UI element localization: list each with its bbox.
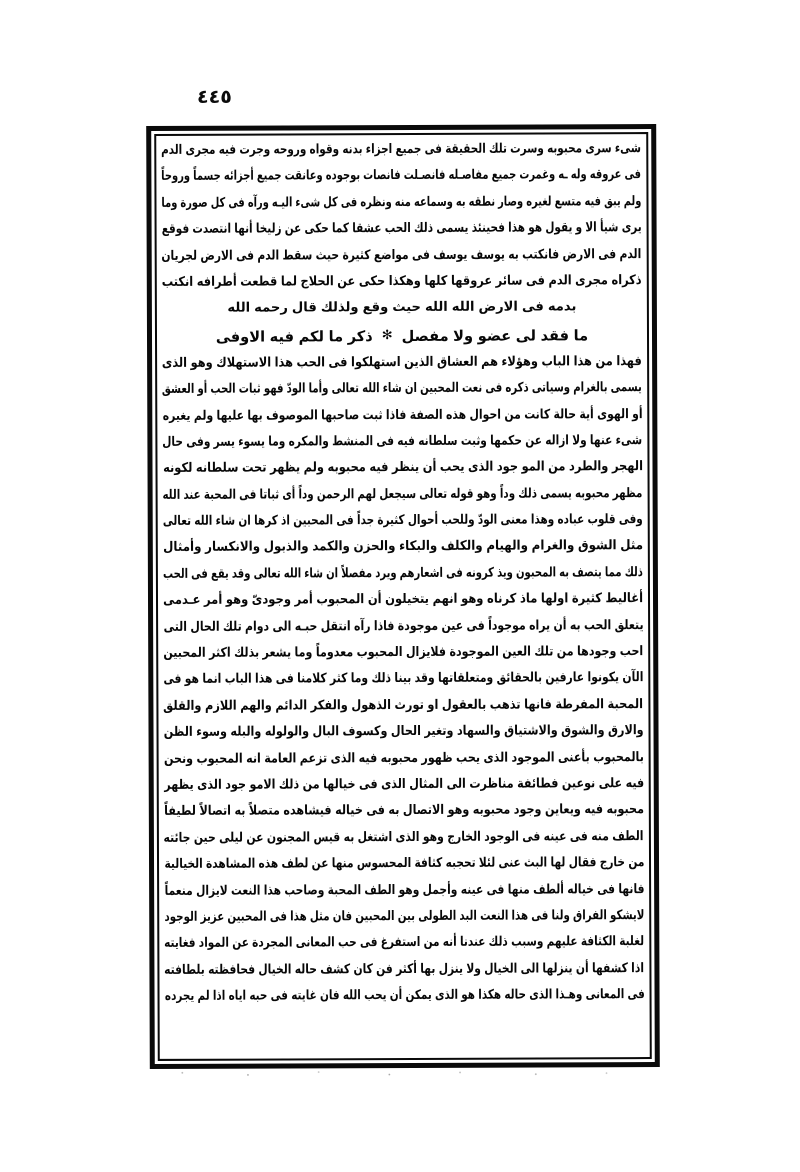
text-line: يسمى بالغرام وسياتى ذكره فى نعت المحبين ان شاء الله تعالى وأما الودّ فهو ثبات الحب أو العشق	[162, 380, 643, 398]
text-line: ذلك مما يتصف به المحبون ويذ كرونه فى اشعارهم ويرد مفصلاً ان شاء الله تعالى وقد يقع فى الحب	[162, 564, 643, 582]
folio-page-number: ٤٤٥	[197, 86, 232, 108]
text-line: شىء عنها ولا ازاله عن حكمها وثبت سلطانه فيه فى المنشط والمكره وما يسوء يسر وفى حال	[162, 432, 643, 450]
section-heading	[162, 321, 642, 351]
heading-separator-icon: ✻	[381, 327, 393, 343]
section-heading-left: ما فقد لى عضو ولا مفصل	[401, 327, 589, 345]
text-line: فهذا من هذا الباب وهؤلاء هم العشاق الذين استهلكوا فى الحب هذا الاستهلاك وهو الذى	[162, 353, 643, 371]
text-line: لغلبة الكثافة عليهم وسبب ذلك عندنا أنه من استفرغ فى حب المعانى المجردة عن المواد فغايته	[164, 934, 645, 952]
text-line: الدم فى الارض فانكتب به يوسف يوسف فى مواضع كثيرة حيث سقط الدم فى الارض لجريان	[161, 246, 642, 264]
text-line: الآن يكونوا عارفين بالحقائق ومتعلقاتها وقد بينا ذلك وما كثر كلامنا فى هذا الباب انما هو فى	[163, 670, 644, 688]
text-line: شىء سرى محبوبه وسرت تلك الحقيقة فى جميع اجزاء بدنه وقواه وروحه وجرت فيه مجرى الدم	[161, 141, 642, 158]
text-line: أغاليط كثيرة اولها ماذ كرناه وهو انهم يتخيلون أن المحبوب أمر وجودىّ وهو أمر عـدمى	[163, 591, 644, 609]
text-line: محبوبه فيه ويعاين وجود محبوبه وهو الاتصال به فى خياله فيشاهده متصلاً به اتصالاً لطيفاً	[163, 802, 644, 820]
text-line: اذا كشفها أن ينزلها الى الخيال ولا ينزل بها أكثر فن كان كشف حاله الخيال فحافظته بلطافته	[164, 960, 645, 978]
text-line: الهجر والطرد من المو جود الذى يحب أن ينظر فيه محبوبه ولم يظهر تحت سلطانه لكونه	[162, 459, 643, 477]
text-line: وفى قلوب عباده وهذا معنى الودّ وللحب أحوال كثيرة جداً فى المحبين اذ كرها ان شاء الله تعالى	[162, 512, 643, 529]
text-line: أو الهوى أية حالة كانت من احوال هذه الصفة فاذا ثبت صاحبها الموصوف بها عليها ولم يغيره	[162, 406, 643, 424]
text-line: لايشكو الفراق ولنا فى هذا النعت البد الطولى بين المحبين فان مثل هذا فى المحبين عزيز الوجود	[164, 908, 645, 925]
text-line: فى المعانى وهـذا الذى حاله هكذا هو الذى يمكن أن يحب الله فان غايته فى حبه اياه اذا لم يجرده	[164, 987, 645, 1005]
text-line: مثل الشوق والغرام والهيام والكلف والبكاء والحزن والكمد والذبول والانكسار وأمثال	[162, 538, 643, 556]
text-line: احب وجودها من تلك العين الموجودة فلايزال المحبوب معدوماً وما يشعر بذلك اكثر المحبين	[163, 644, 644, 661]
text-line: فى عروقه وله ـه وغمرت جميع مفاصـله فانصـلت فانصات بوجوده وعانقت جميع أجزائه جسماً وروحاً	[161, 167, 642, 185]
text-line: ذكراه مجرى الدم فى سائر عروقها كلها وهكذا حكى عن الحلاج لما قطعت أطرافه انكتب	[161, 273, 642, 290]
text-line: مظهر محبوبه يسمى ذلك وداً وهو قوله تعالى سيجعل لهم الرحمن وداً أى ثباتا فى المحبة عند الله	[162, 485, 643, 503]
text-line: والارق والشوق والاشتياق والسهاد وتغير الحال وكسوف البال والولوله والبله وسوء الظن	[163, 723, 644, 741]
text-line: يرى شيأ الا و يقول هو هذا فحينئذ يسمى ذلك الحب عشقا كما حكى عن زليخا أنها انتصدت فوقع	[161, 220, 642, 238]
text-line: ولم يبق فيه متسع لغيره وصار نطقه به وسماعه منه ونظره فى كل شىء اليـه ورآه فى كل صورة وما	[161, 193, 642, 211]
text-line-closing: بدمه فى الارض الله الله حيث وقع ولذلك قال رحمه الله	[227, 299, 577, 317]
text-line: بالمحبوب بأعنى الموجود الذى يحب ظهور محبوبه فيه الذى تزعم العامة انه المحبوب ونحن	[163, 749, 644, 767]
text-line: من خارج فقال لها البث عنى لئلا تحجبه كثافة المحسوس منها عن لطف هذه المشاهدة الخيالية	[164, 855, 645, 873]
text-line: يتعلق الحب به أن يراه موجوداً فى عين موجودة فاذا رآه انتقل حبـه الى دوام تلك الحال التى	[163, 617, 644, 635]
text-line: فيه على نوعين فطائفة مناظرت الى المثال الذى فى خيالها من ذلك الامو جود الذى يظهر	[163, 776, 644, 793]
text-line: المحبة المفرطة فانها تذهب بالعقول او تورث الذهول والفكر الدائم والهم اللازم والقلق	[163, 696, 644, 714]
scan-speckle-artifact	[152, 1070, 657, 1077]
text-line: فانها فى خياله ألطف منها فى عينه وأجمل وهو الطف المحبة وصاحب هذا النعت لايزال منعماً	[164, 881, 645, 899]
text-line: الطف منه فى عينه فى الوجود الخارج وهو الذى اشتغل به قيس المجنون عن ليلى حين جائته	[163, 828, 644, 846]
arabic-text-column	[154, 132, 652, 1061]
section-heading-right: ذكر ما لكم فيه الاوفى	[215, 327, 373, 346]
